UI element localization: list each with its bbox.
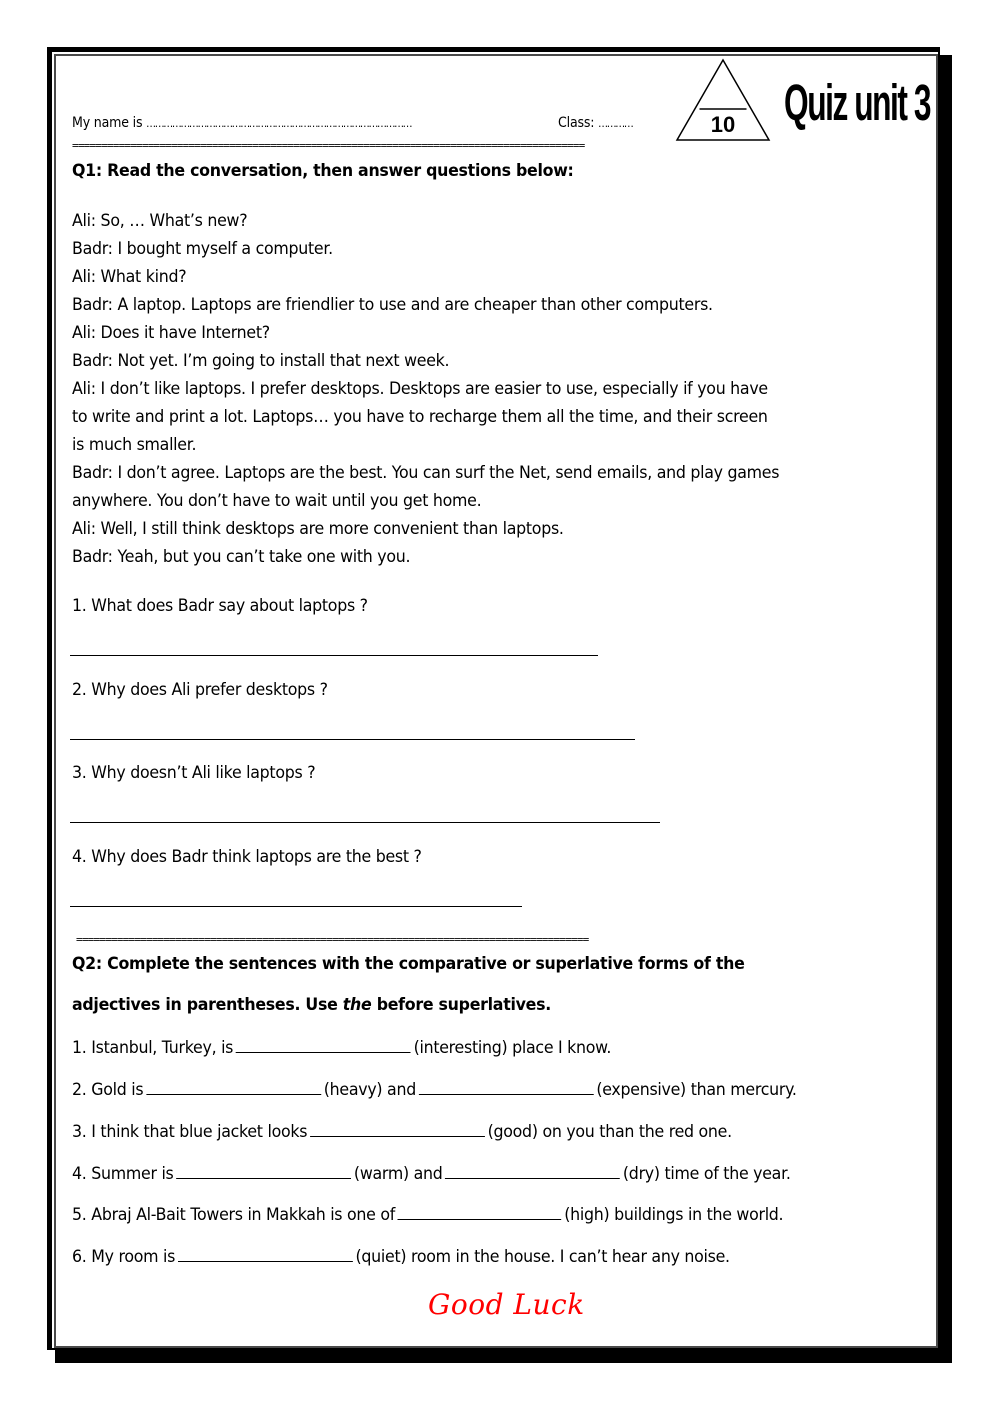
q2-title-post: before superlatives. [371, 995, 551, 1015]
class-dots: ………… [598, 117, 633, 130]
sentence-text: My room is [91, 1247, 176, 1267]
name-dots: ………………………………………………………………………………… [146, 117, 412, 130]
blank-field[interactable] [310, 1135, 485, 1137]
sentence-number: 2. [72, 1080, 87, 1100]
sentence-number: 4. [72, 1164, 87, 1184]
class-field[interactable] [558, 116, 632, 130]
blank-field[interactable] [236, 1051, 411, 1053]
sentence-text: (interesting) place I know. [413, 1038, 612, 1058]
conversation-line: Ali: So, … What’s new? [72, 211, 248, 231]
q2-title-line-1: Q2: Complete the sentences with the comparative or superlative forms of the [72, 954, 745, 974]
sentence-text: Summer is [91, 1164, 174, 1184]
answer-line-4[interactable] [70, 906, 522, 907]
sentence-text: (warm) and [353, 1164, 443, 1184]
blank-field[interactable] [445, 1177, 620, 1179]
sentence-1 [72, 1040, 611, 1057]
name-label: My name is [72, 115, 143, 131]
class-label: Class: [558, 115, 595, 131]
conversation-line: is much smaller. [72, 435, 197, 455]
sentence-number: 3. [72, 1122, 87, 1142]
sentence-number: 5. [72, 1205, 87, 1225]
page-title: Quiz unit 3 [784, 75, 931, 132]
sentence-text: (good) on you than the red one. [487, 1122, 732, 1142]
answer-line-1[interactable] [70, 655, 598, 656]
sentence-text: (quiet) room in the house. I can’t hear any noise. [355, 1247, 730, 1267]
sentence-4 [72, 1166, 791, 1183]
conversation-line: Ali: I don’t like laptops. I prefer desktops. Desktops are easier to use, especially if you have [72, 379, 768, 399]
q2-title-line-2 [72, 997, 551, 1014]
conversation-line: Ali: Well, I still think desktops are more convenient than laptops. [72, 519, 564, 539]
conversation-line: anywhere. You don’t have to wait until you get home. [72, 491, 482, 511]
sentence-text: Abraj Al-Bait Towers in Makkah is one of [91, 1205, 396, 1225]
sentence-text: (expensive) than mercury. [596, 1080, 797, 1100]
blank-field[interactable] [178, 1260, 353, 1262]
conversation-line: Badr: A laptop. Laptops are friendlier to use and are cheaper than other computers. [72, 295, 713, 315]
sentence-text: Istanbul, Turkey, is [91, 1038, 234, 1058]
conversation-line: Badr: I bought myself a computer. [72, 239, 333, 259]
sentence-text: (heavy) and [323, 1080, 416, 1100]
question-2: 2. Why does Ali prefer desktops ? [72, 680, 328, 700]
blank-field[interactable] [398, 1218, 562, 1220]
sentence-number: 1. [72, 1038, 87, 1058]
question-1: 1. What does Badr say about laptops ? [72, 596, 368, 616]
conversation-line: Badr: Not yet. I’m going to install that next week. [72, 351, 450, 371]
sentence-6 [72, 1249, 730, 1266]
conversation-line: Ali: Does it have Internet? [72, 323, 270, 343]
separator-2: ======================================================================================== [76, 934, 589, 945]
q2-title-italic: the [342, 995, 372, 1015]
sentence-text: (high) buildings in the world. [564, 1205, 784, 1225]
separator: ======================================================================================== [72, 140, 585, 151]
sentence-text: (dry) time of the year. [622, 1164, 791, 1184]
sentence-number: 6. [72, 1247, 87, 1267]
question-4: 4. Why does Badr think laptops are the best ? [72, 847, 422, 867]
answer-line-3[interactable] [70, 822, 660, 823]
blank-field[interactable] [176, 1177, 351, 1179]
conversation-line: Badr: Yeah, but you can’t take one with you. [72, 547, 411, 567]
sentence-5 [72, 1207, 783, 1224]
conversation-line: to write and print a lot. Laptops… you have to recharge them all the time, and their screen [72, 407, 768, 427]
q1-title: Q1: Read the conversation, then answer questions below: [72, 161, 574, 181]
score-triangle [675, 58, 771, 142]
score-max: 10 [710, 112, 736, 137]
blank-field[interactable] [146, 1093, 321, 1095]
student-name-field[interactable] [72, 116, 411, 130]
sentence-text: I think that blue jacket looks [91, 1122, 308, 1142]
good-luck-message: Good Luck [428, 1288, 585, 1321]
blank-field[interactable] [419, 1093, 594, 1095]
conversation-line: Badr: I don’t agree. Laptops are the best. You can surf the Net, send emails, and play games [72, 463, 780, 483]
sentence-2 [72, 1082, 797, 1099]
answer-line-2[interactable] [70, 739, 635, 740]
question-3: 3. Why doesn’t Ali like laptops ? [72, 763, 316, 783]
conversation-line: Ali: What kind? [72, 267, 187, 287]
q2-title-pre: adjectives in parentheses. Use [72, 995, 343, 1015]
sentence-text: Gold is [91, 1080, 144, 1100]
sentence-3 [72, 1124, 732, 1141]
